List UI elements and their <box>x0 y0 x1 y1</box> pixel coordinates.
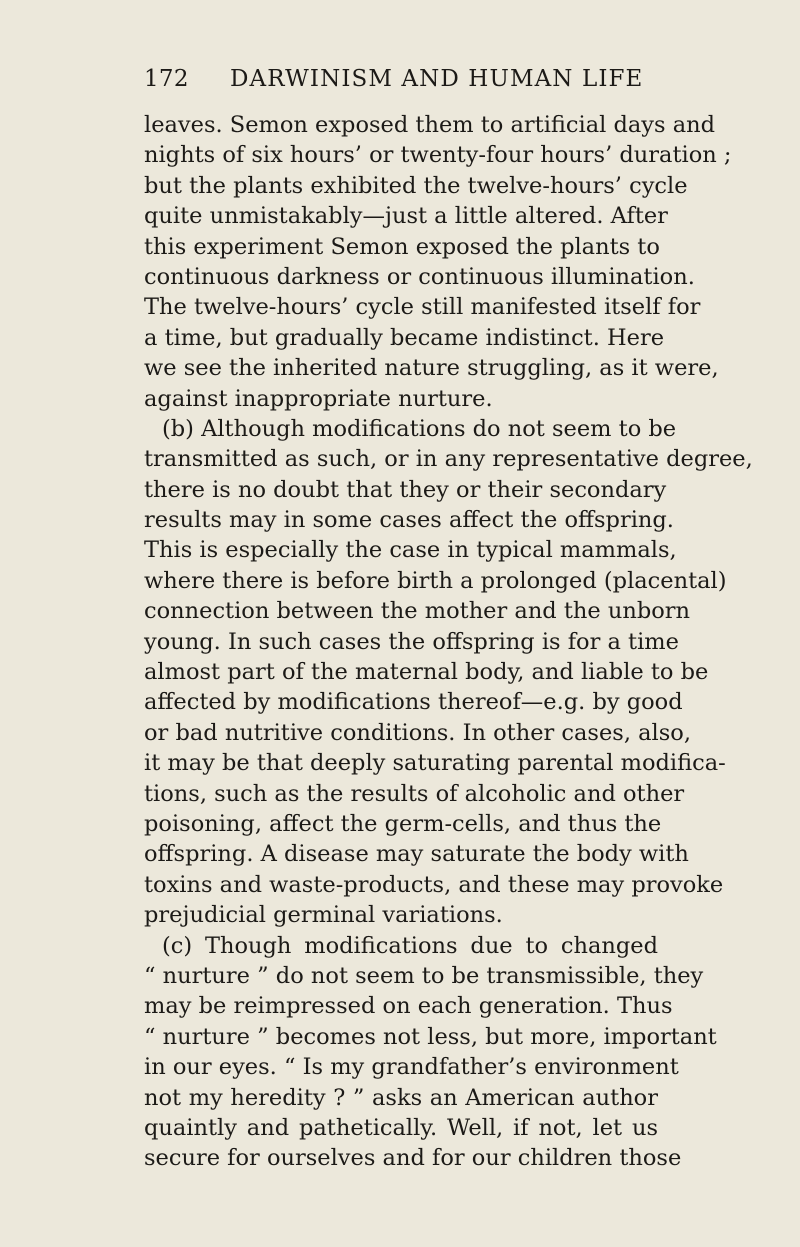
text-line: against inappropriate nurture. <box>144 385 493 412</box>
text-line: but the plants exhibited the twelve-hours’ cycle <box>144 172 688 199</box>
text-line: poisoning, affect the germ-cells, and thus the <box>144 810 662 837</box>
text-line: we see the inherited nature struggling, as it were, <box>144 355 719 382</box>
text-line: it may be that deeply saturating parental modifica- <box>144 750 726 777</box>
text-line: this experiment Semon exposed the plants to <box>144 233 660 260</box>
text-line: a time, but gradually became indistinct. Here <box>144 324 665 351</box>
text-line: secure for ourselves and for our children those <box>144 1145 682 1172</box>
text-line: there is no doubt that they or their secondary <box>144 476 667 503</box>
text-line: where there is before birth a prolonged (placental) <box>144 567 727 594</box>
text-line: “ nurture ” do not seem to be transmissible, they <box>144 962 704 989</box>
running-head <box>144 64 664 94</box>
text-line: The twelve-hours’ cycle still manifested itself for <box>144 294 701 321</box>
text-line: tions, such as the results of alcoholic and other <box>144 780 685 807</box>
text-line: leaves. Semon exposed them to artificial days and <box>144 112 716 138</box>
text-line: almost part of the maternal body, and liable to be <box>144 659 709 686</box>
text-line: “ nurture ” becomes not less, but more, important <box>144 1023 717 1050</box>
text-line: results may in some cases affect the offspring. <box>144 507 674 534</box>
text-line: affected by modifications thereof—e.g. by good <box>144 689 683 716</box>
running-title: DARWINISM AND HUMAN LIFE <box>230 66 644 92</box>
text-line: offspring. A disease may saturate the body with <box>144 841 689 868</box>
text-line: prejudicial germinal variations. <box>144 902 503 929</box>
text-line: (b) Although modifications do not seem to be <box>162 415 677 442</box>
text-line: continuous darkness or continuous illumination. <box>144 263 695 290</box>
text-line: nights of six hours’ or twenty-four hours’ duration ; <box>144 142 732 169</box>
text-line: may be reimpressed on each generation. Thus <box>144 993 673 1020</box>
body-text <box>144 110 753 1174</box>
text-line: quite unmistakably—just a little altered. After <box>144 203 668 230</box>
text-line: quaintly and pathetically. Well, if not, let us <box>144 1114 658 1141</box>
text-line: toxins and waste-products, and these may provoke <box>144 871 724 898</box>
page-number: 172 <box>144 66 189 92</box>
text-line: or bad nutritive conditions. In other cases, also, <box>144 719 691 746</box>
text-line: young. In such cases the offspring is for a time <box>144 628 679 655</box>
text-line: connection between the mother and the unborn <box>144 598 691 625</box>
text-line: not my heredity ? ” asks an American author <box>144 1084 658 1111</box>
text-line: transmitted as such, or in any representative degree, <box>144 446 753 473</box>
text-line: in our eyes. “ Is my grandfather’s environment <box>144 1054 679 1081</box>
text-line: This is especially the case in typical mammals, <box>144 537 677 564</box>
text-line: (c) Though modifications due to changed <box>162 932 658 959</box>
